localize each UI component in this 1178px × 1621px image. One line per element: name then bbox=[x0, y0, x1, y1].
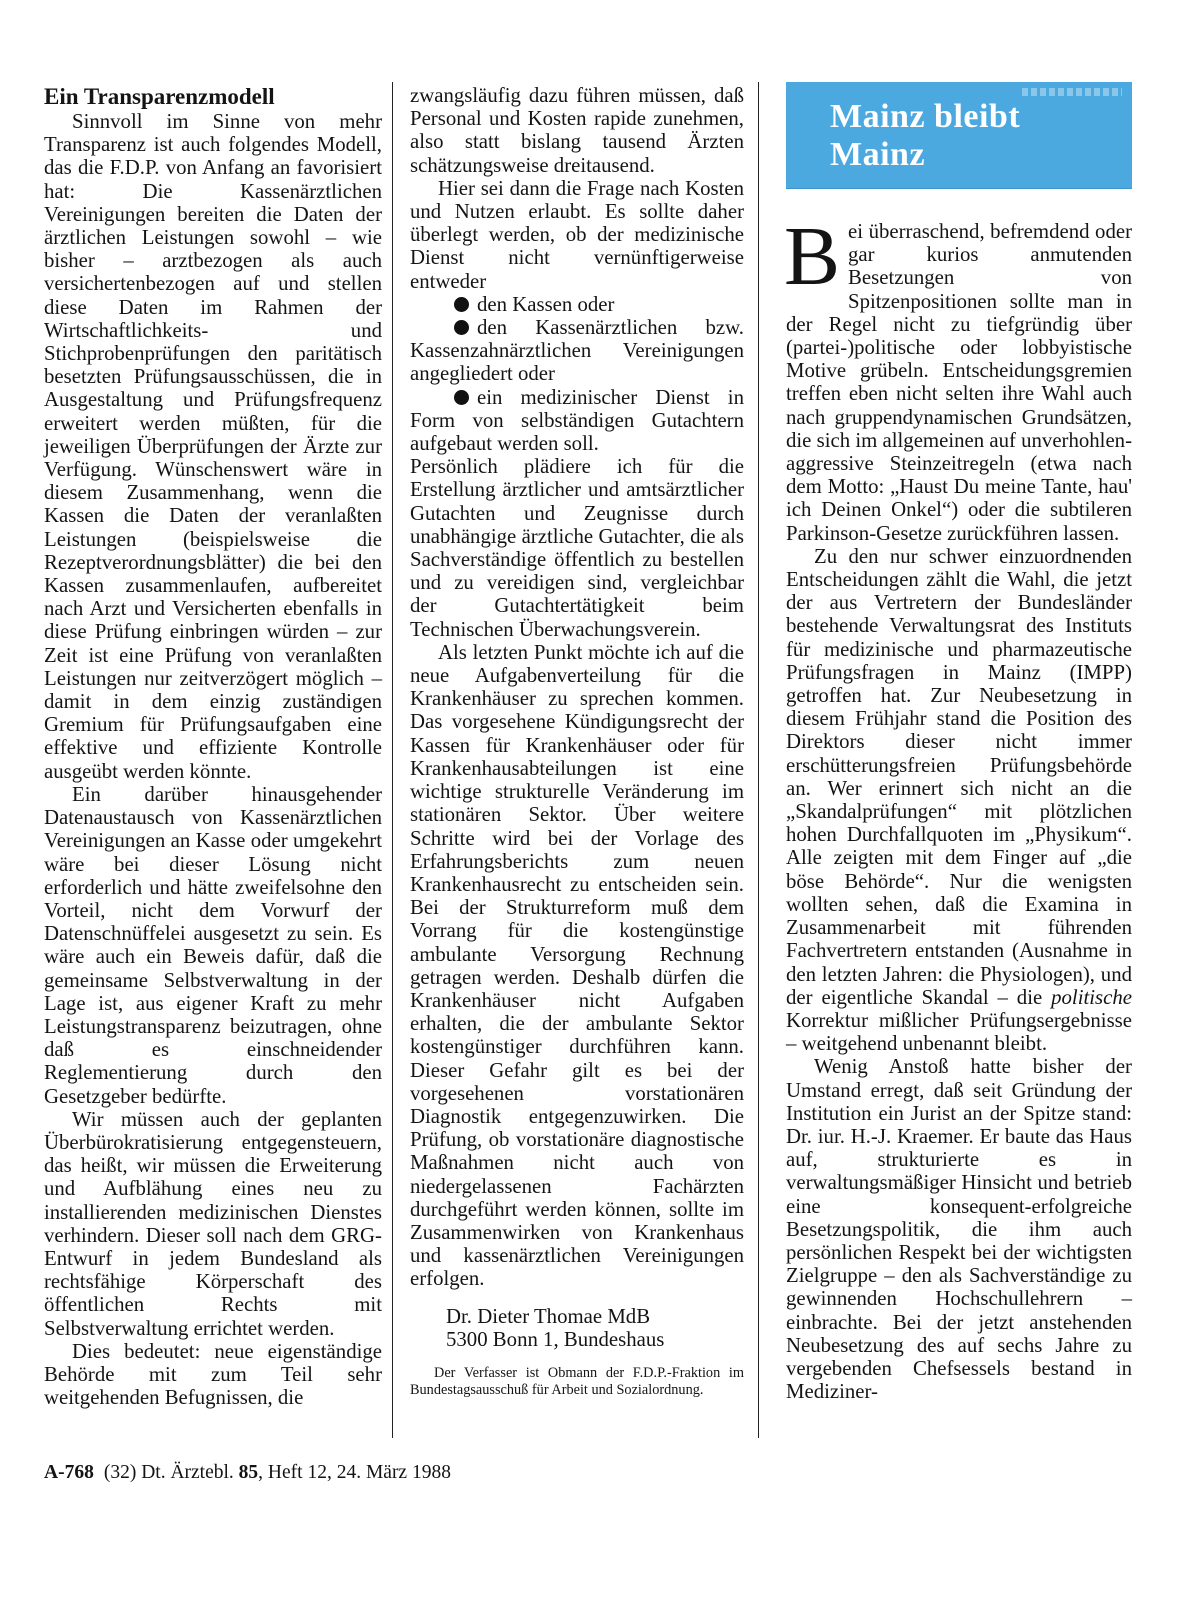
paragraph-text: ei überraschend, befremdend oder gar kurios anmutenden Besetzungen von Spitzenpositionen sollte man in der Regel nicht zu tiefgründig über (partei-)politische oder lobbyistische Motive grübeln. Entscheidungsgremien treffen eben nicht selten ihre Wahl auch nach gruppendynamischen Grundsätzen, die sich im allgemeinen auf unverhohlen-aggressive Steinzeitregeln (etwa nach dem Motto: „Haust Du meine Tante, hau' ich Deinen Onkel“) oder die subtileren Parkinson-Gesetze zurückführen lassen. bbox=[786, 220, 1132, 545]
list-item-text: den Kassenärztlichen bzw. Kassenzahnärztlichen Vereinigungen angegliedert oder bbox=[410, 316, 744, 386]
emphasis: politische bbox=[1051, 985, 1132, 1009]
paragraph: Wir müssen auch der geplanten Überbürokratisierung entgegensteuern, das heißt, wir müssen die Erweiterung und Aufblähung eines neu zu installierenden medizinischen Dienstes verhindern. Dieser soll nach dem GRG-Entwurf in jedem Bundesland als rechtsfähige Körperschaft des öffentlichen Rechts mit Selbstverwaltung errichtet werden. bbox=[44, 1107, 382, 1340]
issue-date: , Heft 12, 24. März 1988 bbox=[258, 1462, 451, 1483]
author-note: Der Verfasser ist Obmann der F.D.P.-Fraktion im Bundestagsausschuß für Arbeit und Sozialordnung. bbox=[410, 1364, 744, 1398]
article-title-box bbox=[786, 82, 1132, 189]
paragraph: Ein darüber hinausgehender Datenaustausch von Kassenärztlichen Vereinigungen an Kasse oder umgekehrt wäre bei dieser Lösung nicht erforderlich und hätte zweifelsohne den Vorteil, nicht dem Vorwurf der Datenschnüffelei ausgesetzt zu sein. Es wäre auch ein Beweis dafür, daß die gemeinsame Selbstverwaltung in der Lage ist, aus eigener Kraft zu mehr Leistungstransparenz beizutragen, ohne daß es einschneidender Reglementierung durch den Gesetzgeber bedürfte. bbox=[44, 782, 382, 1108]
list-item-text: ein medizinischer Dienst in Form von selbständigen Gutachtern aufgebaut werden soll. bbox=[410, 385, 744, 456]
author-address: 5300 Bonn 1, Bundeshaus bbox=[446, 1327, 665, 1351]
article-column-2 bbox=[410, 84, 744, 1399]
paragraph-text: Korrektur mißlicher Prüfungsergebnisse – weitgehend unbenannt bleibt. bbox=[786, 1008, 1132, 1056]
column-rule-2 bbox=[758, 82, 759, 1438]
page-number: A-768 bbox=[44, 1462, 94, 1483]
paragraph: Dies bedeutet: neue eigenständige Behörde mit zum Teil sehr weitgehenden Befugnissen, die bbox=[44, 1339, 382, 1410]
author-name: Dr. Dieter Thomae MdB bbox=[446, 1304, 651, 1328]
section-heading: Ein Transparenzmodell bbox=[44, 84, 275, 109]
paragraph bbox=[784, 210, 1132, 545]
paragraph bbox=[786, 545, 1132, 1055]
article-column-3 bbox=[784, 210, 1132, 1404]
paragraph: Sinnvoll im Sinne von mehr Transparenz ist auch folgendes Modell, das die F.D.P. von Anfang an favorisiert hat: Die Kassenärztlichen Vereinigungen bereiten die Daten der ärztlichen Leistungen sowohl – wie bisher – arztbezogen als auch versichertenbezogen auf und stellen diese Daten im Rahmen der Wirtschaftlichkeits- und Stichprobenprüfungen den paritätisch besetzten Prüfungsausschüssen, die in Ausgestaltung und Prüfungsfrequenz erweitert werden müßten, für die jeweiligen Überprüfungen der Ärzte zur Verfügung. Wünschenswert wäre in diesem Zusammenhang, wenn die Kassen die Daten der veranlaßten Leistungen (beispielsweise die Rezeptverordnungsblätter) die bei den Kassen zusammenlaufen, aufbereitet nach Arzt und Versicherten ebenfalls in diese Prüfung einbringen würden – zur Zeit ist eine Prüfung von veranlaßten Leistungen nur zeitverzögert möglich – damit in dem einzig zuständigen Gremium für Prüfungsaufgaben eine effektive und effiziente Kontrolle ausgeübt werden könnte. bbox=[44, 110, 382, 783]
paragraph: zwangsläufig dazu führen müssen, daß Personal und Kosten rapide zunehmen, also statt bislang tausend Ärzten schätzungsweise dreitausend. bbox=[410, 84, 744, 177]
list-item bbox=[410, 316, 744, 386]
journal-name: (32) Dt. Ärztebl. bbox=[103, 1462, 234, 1483]
paragraph: Wenig Anstoß hatte bisher der Umstand erregt, daß seit Gründung der Institution ein Jurist an der Spitze stand: Dr. iur. H.-J. Kraemer. Er baute das Haus auf, strukturierte es in verwaltungsmäßiger Hinsicht und betrieb eine konsequent-erfolgreiche Besetzungspolitik, die ihm auch persönlichen Respekt bei der wichtigsten Zielgruppe – den als Sachverständige zu gewinnenden Hochschullehrern – einbrachte. Bei der jetzt anstehenden Neubesetzung des auf sechs Jahre zu vergebenden Chefsessels bestand in Mediziner- bbox=[786, 1055, 1132, 1404]
list-item bbox=[410, 293, 744, 316]
list-item-text: den Kassen oder bbox=[477, 292, 615, 316]
volume-number: 85 bbox=[238, 1462, 259, 1483]
column-rule-1 bbox=[392, 82, 393, 1438]
drop-cap: B bbox=[784, 210, 841, 303]
paragraph-text: Zu den nur schwer einzuordnenden Entscheidungen zählt die Wahl, die jetzt der aus Vertretern der Bundesländer bestehende Verwaltungsrat des Instituts für medizinische und pharmazeutische Prüfungsfragen in Mainz (IMPP) getroffen hat. Zur Neubesetzung in diesem Frühjahr stand die Position des Direktors dieser nicht immer erschütterungsfreien Prüfungsbehörde an. Wer erinnert sich nicht an die „Skandalprüfungen“ mit plötzlichen hohen Durchfallquoten im „Physikum“. Alle zeigten mit dem Finger auf „die böse Behörde“. Nur die wenigsten wollten sehen, daß die Examina in Zusammenarbeit mit führenden Fachvertretern entstanden (Ausnahme in den letzten Jahren: die Physiologen), und der eigentliche Skandal – die bbox=[786, 544, 1132, 1009]
article-column-1 bbox=[44, 84, 382, 1409]
article-title: Mainz bleibt Mainz bbox=[830, 98, 1021, 173]
paragraph: Hier sei dann die Frage nach Kosten und Nutzen erlaubt. Es sollte daher überlegt werden, ob der medizinische Dienst nicht vernünftigerweise entweder bbox=[410, 176, 744, 293]
paragraph: Als letzten Punkt möchte ich auf die neue Aufgabenverteilung für die Krankenhäuser zu sprechen kommen. Das vorgesehene Kündigungsrecht der Kassen für Krankenhäuser oder für Krankenhausabteilungen ist eine wichtige strukturelle Veränderung im stationären Sektor. Über weitere Schritte wird bei der Vorlage des Erfahrungsberichts zum neuen Krankenhausrecht zu entscheiden sein. Bei der Strukturreform muß dem Vorrang für die kostengünstige ambulante Versorgung Rechnung getragen werden. Deshalb dürfen die Krankenhäuser nicht Aufgaben erhalten, die der ambulante Sektor kostengünstiger durchführen kann. Dieser Gefahr gilt es bei der vorgesehenen vorstationären Diagnostik entgegenzuwirken. Die Prüfung, ob vorstationäre diagnostische Maßnahmen nicht auch von niedergelassenen Fachärzten durchgeführt werden können, sollte im Zusammenwirken von Krankenhaus und kassenärztlichen Vereinigungen erfolgen. bbox=[410, 640, 744, 1291]
list-item bbox=[410, 386, 744, 456]
box-texture bbox=[1022, 88, 1122, 96]
page-footer bbox=[44, 1462, 451, 1484]
bullet-icon bbox=[454, 390, 469, 405]
bullet-icon bbox=[454, 320, 469, 335]
bullet-icon bbox=[454, 297, 469, 312]
paragraph: Persönlich plädiere ich für die Erstellung ärztlicher und amtsärztlicher Gutachten und Zeugnisse durch unabhängige ärztliche Gutachter, die als Sachverständige öffentlich zu bestellen und zu vereidigen sind, vergleichbar der Gutachtertätigkeit beim Technischen Überwachungsverein. bbox=[410, 455, 744, 641]
